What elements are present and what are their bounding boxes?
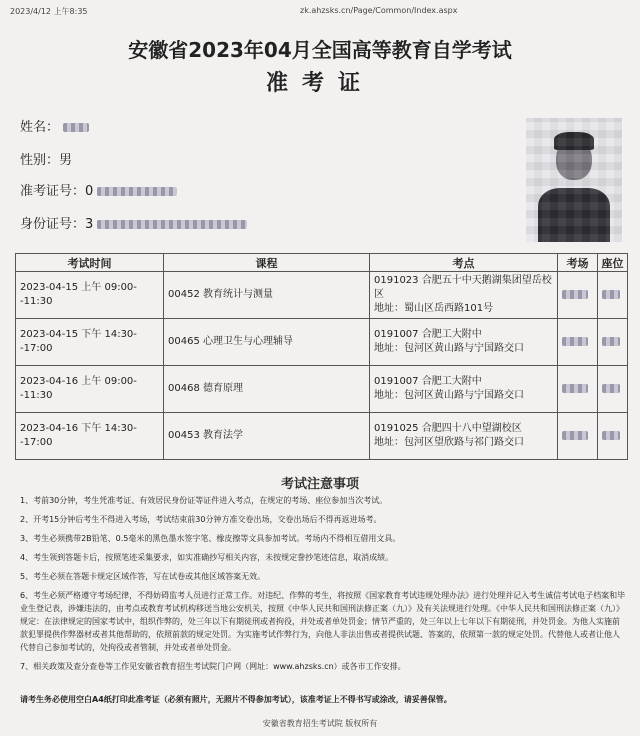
gender-field bbox=[20, 149, 72, 168]
photo-pixelation bbox=[526, 118, 622, 242]
exam-room bbox=[558, 319, 598, 366]
exam-seat bbox=[598, 272, 628, 319]
exam-room bbox=[558, 366, 598, 413]
site-address: 地址：包河区黄山路与宁国路交口 bbox=[374, 343, 524, 354]
page-subtitle: 准考证 bbox=[265, 71, 374, 96]
exam-no-prefix: 0 bbox=[85, 184, 94, 199]
exam-course: 00468 德育原理 bbox=[164, 366, 370, 413]
note-item: 2、开考15分钟后考生不得进入考场，考试结束前30分钟方准交卷出场，交卷出场后不得再返进场考。 bbox=[20, 515, 382, 524]
exam-time: 2023-04-16 上午 09:00--11:30 bbox=[16, 366, 164, 413]
exam-seat bbox=[598, 413, 628, 460]
exam-time: 2023-04-15 下午 14:30--17:00 bbox=[16, 319, 164, 366]
exam-room bbox=[558, 272, 598, 319]
id-no-redacted bbox=[97, 220, 247, 229]
col-time-header: 考试时间 bbox=[16, 254, 164, 272]
room-redacted bbox=[562, 290, 588, 299]
site-name: 0191007 合肥工大附中 bbox=[374, 376, 482, 387]
exam-seat bbox=[598, 366, 628, 413]
exam-seat bbox=[598, 319, 628, 366]
print-date: 2023/4/12 上午8:35 bbox=[10, 7, 88, 16]
page-title: 安徽省2023年04月全国高等教育自学考试 bbox=[128, 38, 512, 62]
note-item: 3、考生必须携带2B铅笔、0.5毫米的黑色墨水签字笔、橡皮擦等文具参加考试。考场内不得相互借用文具。 bbox=[20, 534, 401, 543]
seat-redacted bbox=[602, 431, 620, 440]
exam-no-field bbox=[20, 180, 177, 199]
page-url: zk.ahzsks.cn/Page/Common/Index.aspx bbox=[300, 6, 458, 15]
col-site-header: 考点 bbox=[370, 254, 558, 272]
site-address: 地址：包河区黄山路与宁国路交口 bbox=[374, 390, 524, 401]
table-row bbox=[16, 413, 628, 460]
gender-label: 性别： bbox=[20, 153, 60, 168]
name-redacted bbox=[63, 123, 89, 132]
col-seat-header: 座位 bbox=[598, 254, 628, 272]
table-header-row bbox=[16, 254, 628, 272]
exam-course: 00453 教育法学 bbox=[164, 413, 370, 460]
exam-site bbox=[370, 272, 558, 319]
table-row bbox=[16, 366, 628, 413]
gender-value: 男 bbox=[59, 153, 73, 168]
table-row bbox=[16, 319, 628, 366]
exam-site bbox=[370, 413, 558, 460]
exam-room bbox=[558, 413, 598, 460]
room-redacted bbox=[562, 384, 588, 393]
exam-site bbox=[370, 319, 558, 366]
notes-list bbox=[20, 494, 626, 679]
site-name: 0191023 合肥五十中天鹅湖集团望岳校区 bbox=[374, 275, 552, 300]
site-address: 地址：蜀山区岳西路101号 bbox=[374, 303, 494, 314]
note-item: 7、相关政策及查分查卷等工作见安徽省教育招生考试院门户网（网址：www.ahzsks.cn）或各市工作安排。 bbox=[20, 662, 406, 671]
id-no-field bbox=[20, 213, 247, 232]
site-address: 地址：包河区望欣路与祁门路交口 bbox=[374, 437, 524, 448]
notes-title: 考试注意事项 bbox=[280, 477, 359, 492]
print-instruction: 请考生务必使用空白A4纸打印此准考证（必须有照片，无照片不得参加考试），该准考证上不得书写或涂改，请妥善保管。 bbox=[20, 695, 452, 704]
exam-time: 2023-04-16 下午 14:30--17:00 bbox=[16, 413, 164, 460]
id-no-prefix: 3 bbox=[85, 217, 94, 232]
note-item: 5、考生必须在答题卡规定区域作答，写在试卷或其他区域答案无效。 bbox=[20, 572, 266, 581]
seat-redacted bbox=[602, 290, 620, 299]
name-label: 姓名： bbox=[20, 120, 60, 135]
note-item: 6、考生必须严格遵守考场纪律，不得妨碍监考人员进行正常工作。对违纪、作弊的考生，将按照《国家教育考试违规处理办法》进行处理并记入考生诚信考试电子档案和毕业生登记表，涉嫌违法的，由考点或教育考试机构移送当地公安机关，按照《中华人民共和国刑法修正案（九）》及有关法规进行处理。《中华人民共和国刑法修正案（九）》规定：在法律规定的国家考试中，组织作弊的，处三年以下有期徒刑或者拘役，并处或者单处罚金；情节严重的，处三年以上七年以下有期徒刑，并处罚金。为他人实施前款犯罪提供作弊器材或者其他帮助的，依照前款的规定处罚。为实施考试作弊行为，向他人非法出售或者提供试题、答案的，依照第一款的规定处罚。代替他人或者让他人代替自己参加考试的，处拘役或者管制，并处或者单处罚金。 bbox=[20, 591, 626, 652]
room-redacted bbox=[562, 337, 588, 346]
room-redacted bbox=[562, 431, 588, 440]
id-no-label: 身份证号： bbox=[20, 217, 86, 232]
candidate-photo bbox=[526, 118, 622, 242]
name-field bbox=[20, 116, 89, 135]
table-row bbox=[16, 272, 628, 319]
site-name: 0191007 合肥工大附中 bbox=[374, 329, 482, 340]
exam-no-label: 准考证号： bbox=[20, 184, 86, 199]
exam-site bbox=[370, 366, 558, 413]
exam-no-redacted bbox=[97, 187, 177, 196]
note-item: 4、考生领到答题卡后，按照笔迹采集要求，如实准确抄写相关内容，未按规定誊抄笔迹信息，取消成绩。 bbox=[20, 553, 394, 562]
copyright-footer: 安徽省教育招生考试院 版权所有 bbox=[262, 719, 378, 728]
exam-course: 00465 心理卫生与心理辅导 bbox=[164, 319, 370, 366]
note-item: 1、考前30分钟，考生凭准考证、有效居民身份证等证件进入考点，在规定的考场、座位参加当次考试。 bbox=[20, 496, 388, 505]
seat-redacted bbox=[602, 384, 620, 393]
seat-redacted bbox=[602, 337, 620, 346]
exam-schedule-table bbox=[15, 253, 628, 460]
site-name: 0191025 合肥四十八中望湖校区 bbox=[374, 423, 522, 434]
col-course-header: 课程 bbox=[164, 254, 370, 272]
col-room-header: 考场 bbox=[558, 254, 598, 272]
exam-course: 00452 教育统计与测量 bbox=[164, 272, 370, 319]
exam-time: 2023-04-15 上午 09:00--11:30 bbox=[16, 272, 164, 319]
